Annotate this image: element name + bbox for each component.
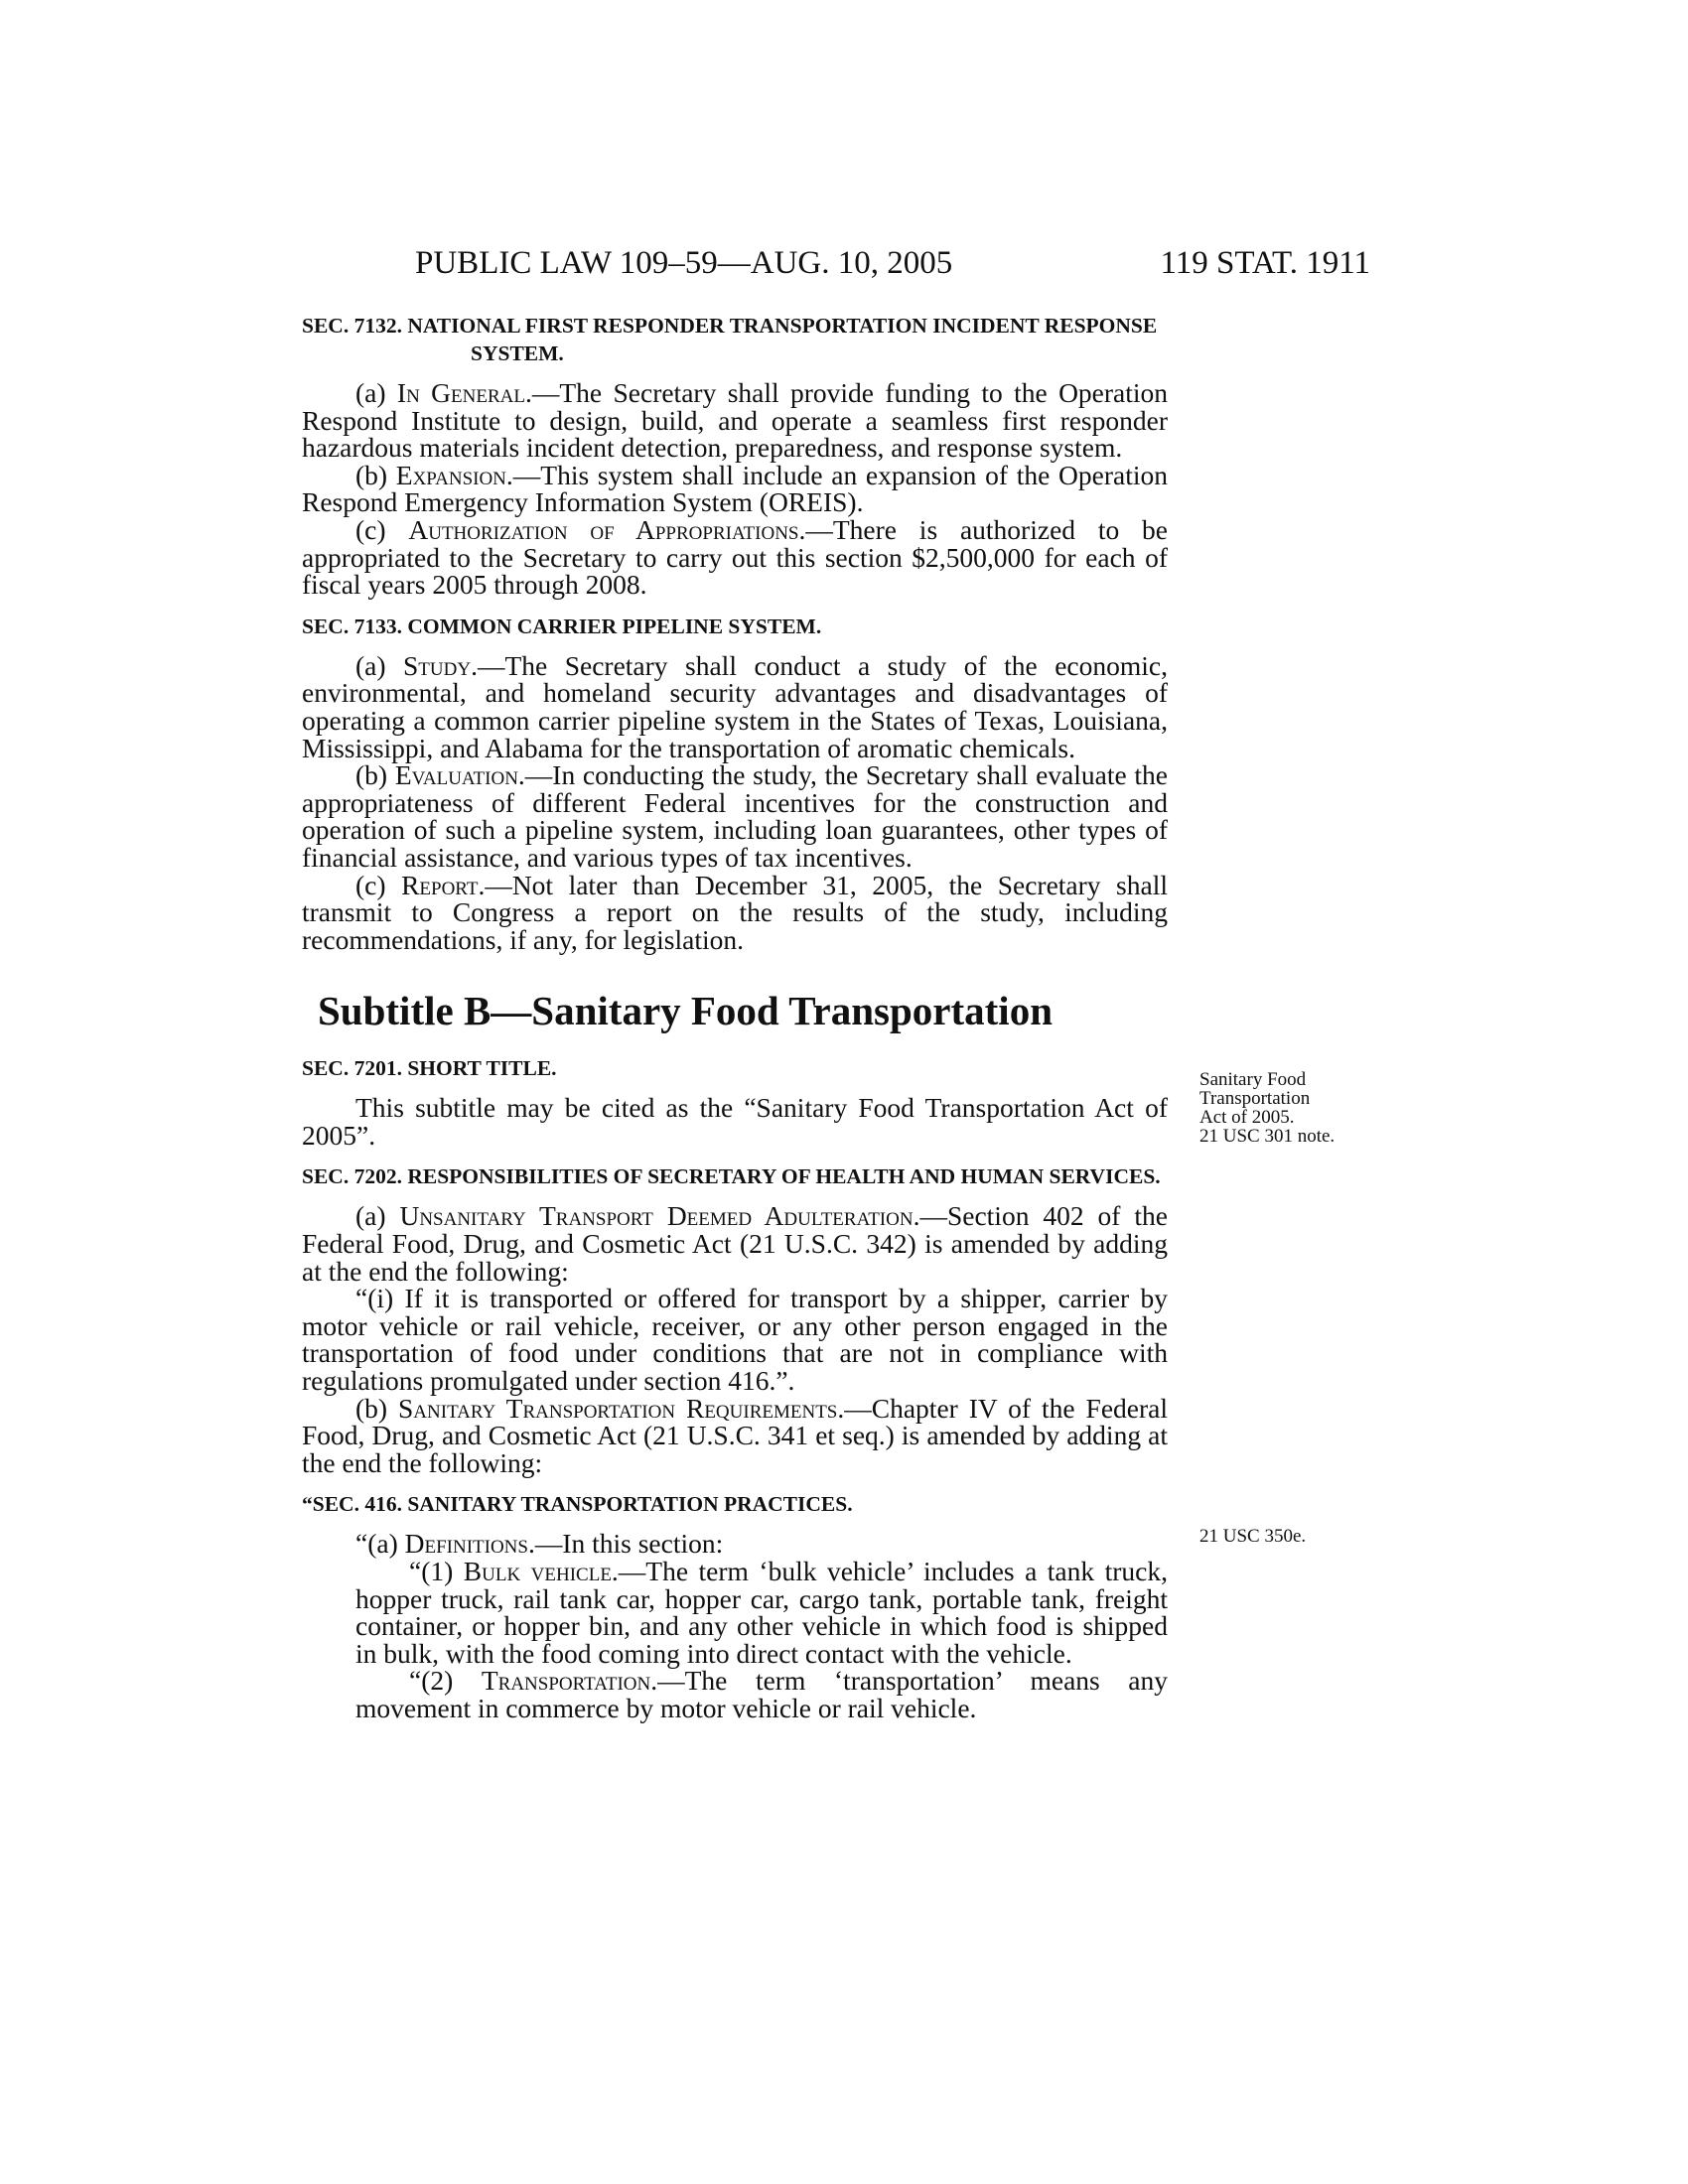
- para-text: .—The term ‘transportation’ means any movement in commerce by motor vehicle or rail vehicle.: [355, 1665, 1169, 1723]
- para-title: Sanitary Transportation Requirements: [398, 1392, 838, 1424]
- para-text: .—Chapter IV of the Federal Food, Drug, and Cosmetic Act (21 U.S.C. 341 et seq.) is amended by adding at the end the following:: [302, 1392, 1169, 1478]
- section-7201-text: This subtitle may be cited as the “Sanitary Food Transportation Act of 2005”.: [302, 1092, 1168, 1151]
- para-title: Evaluation: [394, 759, 518, 791]
- para-title: Report: [401, 869, 479, 900]
- section-416-para-a: [302, 1530, 1168, 1558]
- section-7201-heading: SEC. 7201. SHORT TITLE.: [302, 1056, 557, 1081]
- para-number: “(2): [409, 1665, 454, 1697]
- para-number: (a): [355, 649, 386, 681]
- section-7132-para-a: [302, 379, 1168, 462]
- margin-note-line: Transportation: [1199, 1088, 1311, 1109]
- section-7202-para-b: [302, 1392, 1169, 1478]
- para-number: (b): [355, 1392, 388, 1424]
- page-header: [415, 245, 1370, 285]
- para-number: (a): [355, 1200, 386, 1232]
- para-number: (b): [355, 459, 388, 490]
- section-7133-para-c: [302, 869, 1169, 955]
- para-title: Unsanitary Transport Deemed Adulteration: [399, 1200, 914, 1232]
- para-number: (a): [355, 377, 386, 408]
- para-text: .—There is authorized to be appropriated to the Secretary to carry out this section $2,500,000 for each of fiscal years 2005 through 2008.: [302, 513, 1168, 601]
- margin-note-line: Act of 2005.: [1199, 1107, 1295, 1128]
- para-title: Transportation: [481, 1665, 651, 1697]
- section-7133-para-a: [302, 649, 1168, 763]
- para-title: In General: [396, 377, 525, 408]
- para-number: “(1): [409, 1556, 454, 1586]
- main-text-column: [302, 312, 1168, 1722]
- para-text: .—The Secretary shall conduct a study of the economic, environmental, and homeland security advantages and disadvantages of operating a common carrier pipeline system in the States of Texas, Louisiana, Mississippi, and Alabama for the transportation of aromatic chemicals.: [302, 649, 1168, 763]
- section-7202-heading: SEC. 7202. RESPONSIBILITIES OF SECRETARY OF HEALTH AND HUMAN SERVICES.: [302, 1164, 1161, 1189]
- para-number: “(a): [355, 1528, 398, 1560]
- para-title: Definitions: [404, 1528, 528, 1560]
- para-title: Study: [403, 649, 472, 681]
- para-text: .—The Secretary shall provide funding to the Operation Respond Institute to design, build, and operate a seamless first responder hazardous materials incident detection, preparedness, and response system.: [302, 377, 1169, 464]
- margin-note-line: Sanitary Food: [1199, 1069, 1307, 1090]
- section-7132-para-b: [302, 459, 1168, 518]
- subtitle-b-heading: Subtitle B—Sanitary Food Transportation: [318, 988, 1054, 1034]
- para-text: .—Not later than December 31, 2005, the Secretary shall transmit to Congress a report on the results of the study, including recommendations, if any, for legislation.: [302, 869, 1169, 955]
- margin-note-short-title: [1199, 1070, 1398, 1146]
- para-number: (c): [355, 869, 386, 900]
- para-text: .—In conducting the study, the Secretary shall evaluate the appropriateness of different Federal incentives for the construction and operation of such a pipeline system, including loan guarantees, other types of financial assistance, and various types of tax incentives.: [302, 759, 1169, 873]
- para-text: .—In this section:: [527, 1528, 724, 1560]
- section-416-heading: “SEC. 416. SANITARY TRANSPORTATION PRACTICES.: [302, 1492, 853, 1517]
- para-text: .—The term ‘bulk vehicle’ includes a tank truck, hopper truck, rail tank car, hopper car, cargo tank, portable tank, freight container, or hopper bin, and any other vehicle in which food is shipped in bulk, with the food coming into direct contact with the vehicle.: [355, 1556, 1168, 1669]
- margin-note-line: 21 USC 350e.: [1199, 1526, 1307, 1547]
- section-7132-para-c: [302, 513, 1168, 601]
- running-head: PUBLIC LAW 109–59—AUG. 10, 2005: [415, 245, 953, 281]
- section-7133-para-b: [302, 761, 1168, 871]
- para-number: (c): [355, 513, 386, 545]
- section-7202-para-a: [302, 1202, 1168, 1285]
- section-7202-quoted-para-i: “(i) If it is transported or offered for transport by a shipper, carrier by motor vehicle or rail vehicle, receiver, or any other person engaged in the transportation of food under conditions that are not in compliance with regulations promulgated under section 416.”.: [302, 1283, 1168, 1397]
- para-title: Bulk vehicle: [463, 1556, 612, 1586]
- margin-note-line: 21 USC 301 note.: [1199, 1126, 1336, 1147]
- section-7132-heading: SEC. 7132. NATIONAL FIRST RESPONDER TRANSPORTATION INCIDENT RESPONSE SYSTEM.: [302, 314, 1158, 365]
- margin-note-usc-350e: [1199, 1527, 1398, 1546]
- para-title: Authorization of Appropriations: [408, 513, 799, 545]
- section-416-para-2: [302, 1667, 1168, 1721]
- para-text: .—This system shall include an expansion of the Operation Respond Emergency Information System (OREIS).: [302, 459, 1168, 518]
- statute-page-number: 119 STAT. 1911: [1160, 245, 1370, 281]
- para-text: .—Section 402 of the Federal Food, Drug, and Cosmetic Act (21 U.S.C. 342) is amended by adding at the end the following:: [302, 1200, 1168, 1287]
- section-7133-heading: SEC. 7133. COMMON CARRIER PIPELINE SYSTEM.: [302, 614, 822, 638]
- para-number: (b): [355, 759, 388, 791]
- section-416-para-1: [302, 1558, 1168, 1667]
- para-title: Expansion: [395, 459, 506, 490]
